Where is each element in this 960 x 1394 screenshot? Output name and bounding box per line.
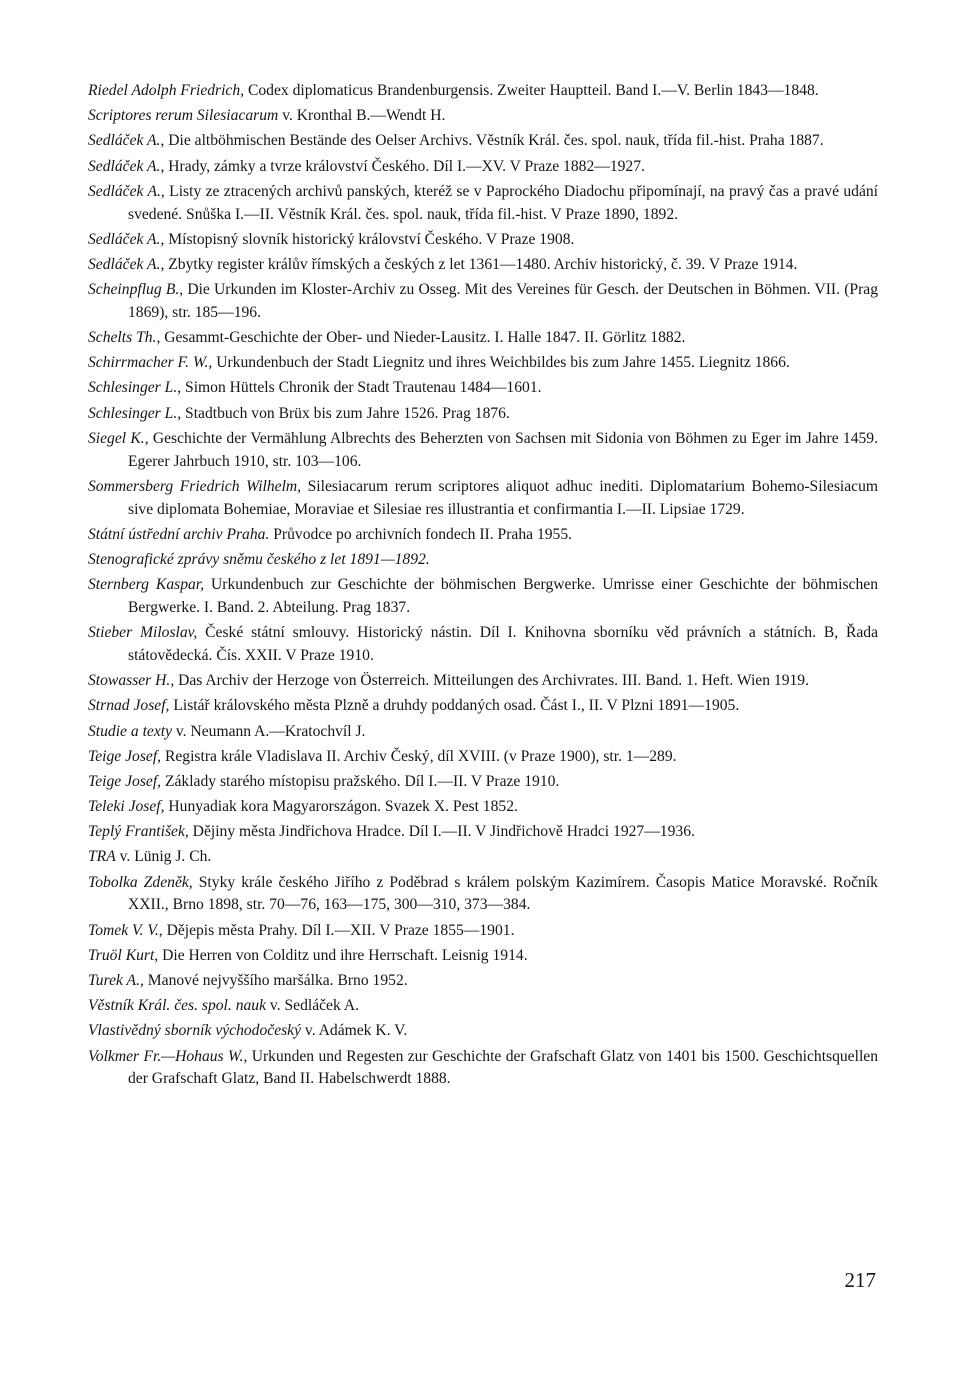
bibliography-entry — [88, 821, 878, 844]
entry-text: České státní smlouvy. Historický nástin. Díl I. Knihovna sborníku věd právních a státních. B, Řada státovědecká. Čís. XXII. V Praze 1910. — [128, 624, 878, 664]
bibliography-entry — [88, 105, 878, 128]
bibliography-entry — [88, 970, 878, 993]
entry-text: Urkundenbuch zur Geschichte der böhmischen Bergwerke. Umrisse einer Geschichte der böhmischen Bergwerke. I. Band. 2. Abteilung. Prag 1837. — [128, 576, 878, 616]
entry-text: Die Herren von Colditz und ihre Herrschaft. Leisnig 1914. — [158, 946, 528, 964]
entry-text: Dějiny města Jindřichova Hradce. Díl I.—II. V Jindřichově Hradci 1927—1936. — [188, 823, 695, 841]
entry-author: Stieber Miloslav, — [88, 624, 198, 642]
entry-text: Hunyadiak kora Magyarországon. Svazek X. Pest 1852. — [164, 798, 518, 816]
entry-author: Strnad Josef, — [88, 697, 170, 715]
bibliography-entry — [88, 771, 878, 794]
bibliography-entry — [88, 229, 878, 252]
entry-author: Sedláček A. — [88, 230, 161, 248]
entry-text: , Die altböhmischen Bestände des Oelser Archivs. Věstník Král. čes. spol. nauk, třída fil.-hist. Praha 1887. — [160, 132, 824, 150]
bibliography-entry — [88, 327, 878, 350]
entry-author: Scheinpflug B. — [88, 281, 180, 299]
bibliography-entry — [88, 1046, 878, 1092]
entry-author: Teleki Josef, — [88, 798, 165, 816]
entry-text: , Zbytky register králův římských a českých z let 1361—1480. Archiv historický, č. 39. V Praze 1914. — [160, 255, 798, 273]
bibliography-entry — [88, 796, 878, 819]
entry-author: Sedláček A. — [88, 182, 161, 200]
bibliography-entry — [88, 695, 878, 718]
entry-author: Riedel Adolph Friedrich, — [88, 82, 245, 99]
entry-text: Codex diplomaticus Brandenburgensis. Zweiter Hauptteil. Band I.—V. Berlin 1843—1848. — [244, 82, 819, 99]
entry-author: Sedláček A. — [88, 157, 161, 175]
bibliography-entry — [88, 279, 878, 325]
bibliography-entry — [88, 670, 878, 693]
entry-text: , Die Urkunden im Kloster-Archiv zu Osseg. Mit des Vereines für Gesch. der Deutschen in Böhmen. VII. (Prag 1869), str. 185—196. — [128, 281, 878, 321]
entry-author: Věstník Král. čes. spol. nauk — [88, 997, 267, 1015]
page-number: 217 — [844, 1268, 876, 1292]
entry-author: Schelts Th. — [88, 329, 157, 347]
entry-text: Styky krále českého Jiřího z Poděbrad s králem polským Kazimírem. Časopis Matice Moravské. Ročník XXII., Brno 1898, str. 70—76, 163—175, 300—310, 373—384. — [128, 873, 878, 914]
bibliography-entry — [88, 524, 878, 547]
bibliography-entry — [88, 428, 878, 474]
entry-author: Turek A. — [88, 972, 140, 990]
entry-text: , Hrady, zámky a tvrze království Českého. Díl I.—XV. V Praze 1882—1927. — [160, 157, 645, 175]
entry-author: Sedláček A. — [88, 255, 161, 273]
entry-text: Základy starého místopisu pražského. Díl I.—II. V Praze 1910. — [161, 772, 560, 790]
entry-author: Státní ústřední archiv Praha. — [88, 525, 270, 543]
bibliography-list — [88, 80, 878, 1094]
entry-author: Tobolka Zdeněk, — [88, 873, 193, 891]
entry-author: Schirrmacher F. W. — [88, 354, 209, 372]
bibliography-entry — [88, 846, 878, 869]
entry-author: Siegel K. — [88, 429, 145, 447]
entry-author: Teige Josef, — [88, 772, 162, 790]
bibliography-entry — [88, 574, 878, 620]
bibliography-entry — [88, 746, 878, 769]
bibliography-entry — [88, 130, 878, 153]
entry-text: v. Kronthal B.—Wendt H. — [278, 107, 446, 125]
entry-author: Schlesinger L. — [88, 379, 178, 397]
entry-text: v. Sedláček A. — [266, 997, 359, 1015]
entry-author: Scriptores rerum Silesiacarum — [88, 107, 279, 125]
bibliography-entry — [88, 254, 878, 277]
entry-author: Teige Josef, — [88, 747, 162, 765]
bibliography-entry — [88, 377, 878, 400]
bibliography-entry — [88, 476, 878, 522]
bibliography-entry — [88, 721, 878, 744]
entry-text: , Místopisný slovník historický království Českého. V Praze 1908. — [160, 230, 575, 248]
entry-author: Studie a texty — [88, 722, 172, 740]
bibliography-entry — [88, 352, 878, 375]
bibliography-entry — [88, 403, 878, 426]
entry-author: Sommersberg Friedrich Wilhelm, — [88, 477, 302, 495]
entry-text: , Listy ze ztracených archivů panských, kteréž se v Paprockého Diadochu připomínají, na pravý čas a pravé udání svedené. Snůška I.—II. Věstník Král. čes. spol. nauk, třída fil.-hist. V Praze 1890, 1892. — [128, 182, 878, 223]
entry-author: Truöl Kurt, — [88, 946, 159, 964]
bibliography-entry — [88, 945, 878, 968]
entry-text: v. Adámek K. V. — [301, 1022, 408, 1040]
entry-text: , Gesammt-Geschichte der Ober- und Nieder-Lausitz. I. Halle 1847. II. Görlitz 1882. — [156, 329, 686, 347]
entry-text: Registra krále Vladislava II. Archiv Český, díl XVIII. (v Praze 1900), str. 1—289. — [161, 747, 677, 765]
entry-text: , Urkundenbuch der Stadt Liegnitz und ihres Weichbildes bis zum Jahre 1455. Liegnitz 1866. — [208, 354, 790, 372]
bibliography-entry — [88, 80, 878, 103]
bibliography-entry — [88, 872, 878, 918]
entry-text: , Geschichte der Vermählung Albrechts des Beherzten von Sachsen mit Sidonia von Böhmen zu Eger im Jahre 1459. Egerer Jahrbuch 1910, str. 103—106. — [128, 429, 878, 470]
entry-text: Listář královského města Plzně a druhdy poddaných osad. Část I., II. V Plzni 1891—1905. — [169, 697, 740, 715]
bibliography-entry — [88, 622, 878, 668]
bibliography-entry — [88, 920, 878, 943]
entry-author: Volkmer Fr.—Hohaus W. — [88, 1047, 244, 1065]
entry-author: Vlastivědný sborník východočeský — [88, 1022, 302, 1040]
entry-text: v. Lünig J. Ch. — [115, 848, 212, 866]
entry-text: , Dějepis města Prahy. Díl I.—XII. V Praze 1855—1901. — [158, 921, 515, 939]
bibliography-entry — [88, 156, 878, 179]
entry-text: , Das Archiv der Herzoge von Österreich. Mitteilungen des Archivrates. III. Band. 1. Heft. Wien 1919. — [170, 672, 809, 690]
entry-text: Silesiacarum rerum scriptores aliquot adhuc inediti. Diplomatarium Bohemo-Silesiacum sive diplomata Bohemiae, Moraviae et Silesiae res illustrantia et confirmantia I.—II. Lipsiae 1729. — [128, 477, 878, 518]
entry-text: v. Neumann A.—Kratochvíl J. — [172, 722, 366, 740]
bibliography-entry — [88, 995, 878, 1018]
entry-author: TRA — [88, 848, 116, 866]
entry-text: , Manové nejvyššího maršálka. Brno 1952. — [139, 972, 408, 990]
entry-author: Stowasser H. — [88, 672, 171, 690]
entry-text: , Urkunden und Regesten zur Geschichte der Grafschaft Glatz von 1401 bis 1500. Geschichtsquellen der Grafschaft Glatz, Band II. Habelschwerdt 1888. — [128, 1047, 878, 1088]
entry-text: , Simon Hüttels Chronik der Stadt Trautenau 1484—1601. — [177, 379, 542, 397]
bibliography-entry — [88, 1020, 878, 1043]
bibliography-entry — [88, 549, 878, 572]
bibliography-entry — [88, 181, 878, 227]
entry-author: Schlesinger L. — [88, 404, 178, 422]
entry-author: Tomek V. V. — [88, 921, 159, 939]
entry-text: Průvodce po archivních fondech II. Praha 1955. — [269, 525, 573, 543]
entry-author: Stenografické zprávy sněmu českého z let 1891—1892. — [88, 551, 430, 568]
entry-author: Sedláček A. — [88, 132, 161, 150]
entry-author: Sternberg Kaspar, — [88, 576, 205, 594]
entry-author: Teplý František, — [88, 823, 189, 841]
entry-text: , Stadtbuch von Brüx bis zum Jahre 1526. Prag 1876. — [177, 404, 510, 422]
